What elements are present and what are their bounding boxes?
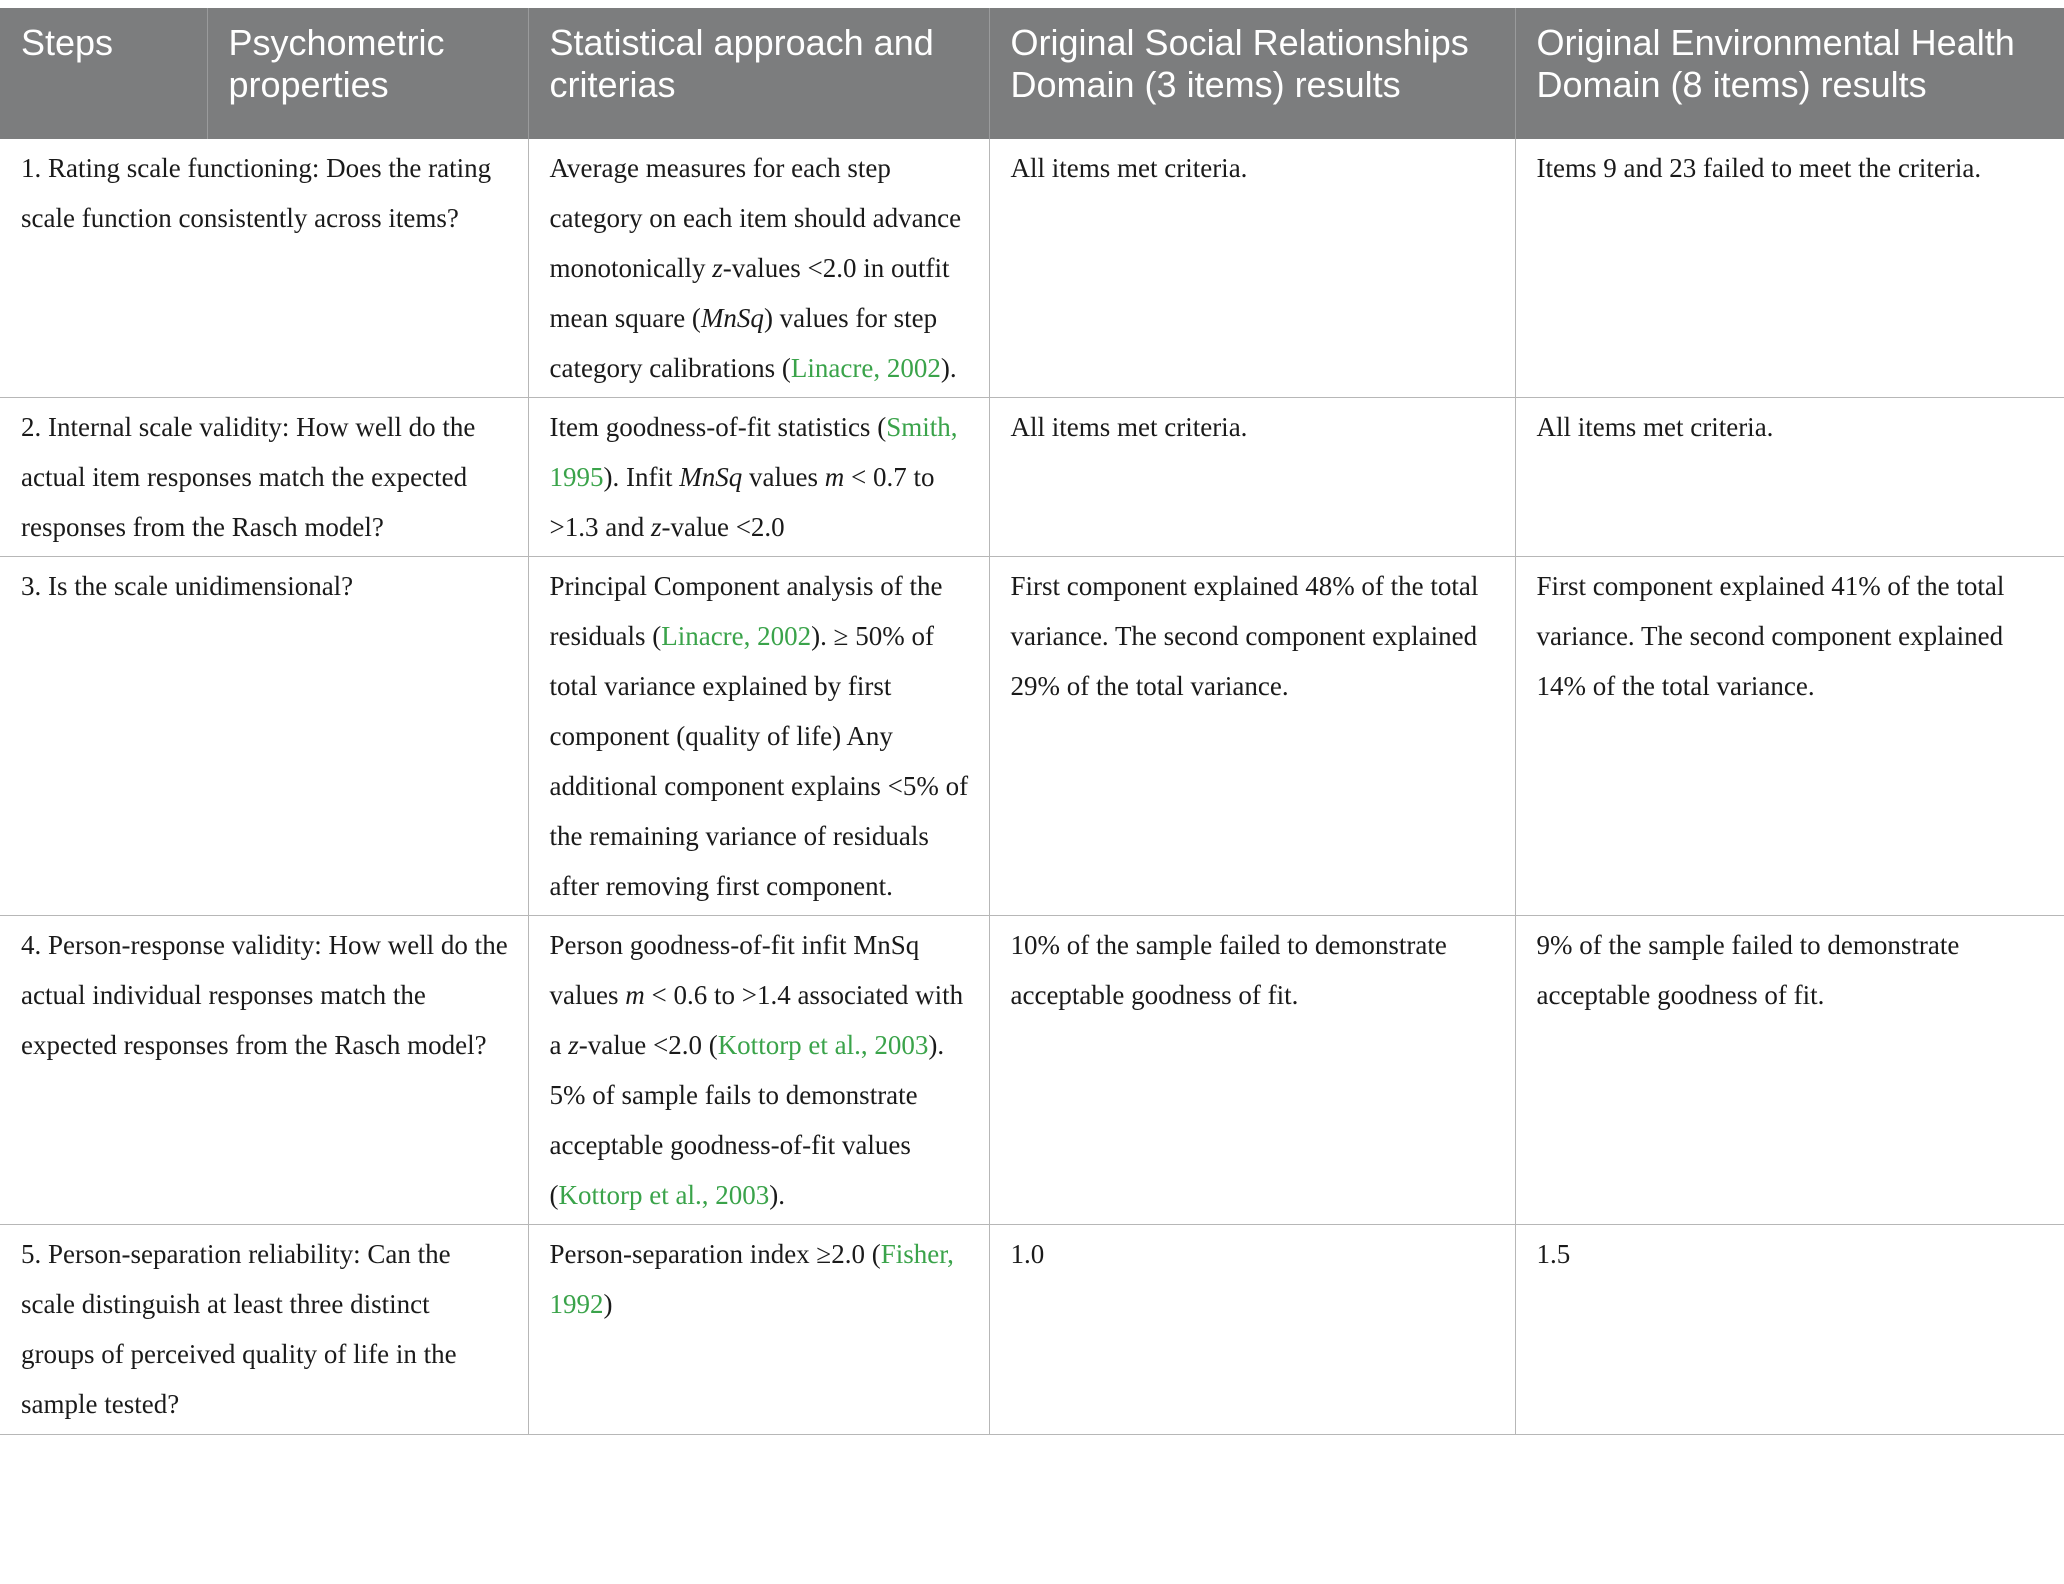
citation-link[interactable]: Fisher, 1992 bbox=[549, 1239, 954, 1319]
social-result-cell: All items met criteria. bbox=[989, 398, 1515, 557]
step-cell: 4. Person-response validity: How well do the actual individual responses match the expected responses from the Rasch model? bbox=[0, 916, 528, 1225]
step-cell: 1. Rating scale functioning: Does the rating scale function consistently across items? bbox=[0, 139, 528, 398]
step-cell: 3. Is the scale unidimensional? bbox=[0, 557, 528, 916]
header-steps: Steps bbox=[0, 8, 207, 139]
header-row bbox=[0, 8, 2064, 139]
citation-link[interactable]: Linacre, 2002 bbox=[790, 353, 941, 383]
approach-cell: Principal Component analysis of the residuals (Linacre, 2002). ≥ 50% of total variance explained by first component (quality of life) Any additional component explains <5% of the remaining variance of residuals after removing first component. bbox=[528, 557, 989, 916]
approach-cell: Average measures for each step category on each item should advance monotonically z-values <2.0 in outfit mean square (MnSq) values for step category calibrations (Linacre, 2002). bbox=[528, 139, 989, 398]
environmental-result-cell: First component explained 41% of the total variance. The second component explained 14% of the total variance. bbox=[1515, 557, 2064, 916]
citation-link[interactable]: Kottorp et al., 2003 bbox=[717, 1030, 929, 1060]
environmental-result-cell: 1.5 bbox=[1515, 1225, 2064, 1435]
table-row bbox=[0, 139, 2064, 398]
citation-link[interactable]: Kottorp et al., 2003 bbox=[558, 1180, 770, 1210]
social-result-cell: 10% of the sample failed to demonstrate acceptable goodness of fit. bbox=[989, 916, 1515, 1225]
table-row bbox=[0, 916, 2064, 1225]
table-row bbox=[0, 398, 2064, 557]
approach-cell: Person-separation index ≥2.0 (Fisher, 1992) bbox=[528, 1225, 989, 1435]
environmental-result-cell: All items met criteria. bbox=[1515, 398, 2064, 557]
header-psychometric-properties: Psychometric properties bbox=[207, 8, 528, 139]
approach-cell: Person goodness-of-fit infit MnSq values m < 0.6 to >1.4 associated with a z-value <2.0 (Kottorp et al., 2003). 5% of sample fails to demonstrate acceptable goodness-of-fit values (Kottorp et al., 2003). bbox=[528, 916, 989, 1225]
table-row bbox=[0, 557, 2064, 916]
step-cell: 5. Person-separation reliability: Can the scale distinguish at least three distinct groups of perceived quality of life in the sample tested? bbox=[0, 1225, 528, 1435]
results-table bbox=[0, 8, 2064, 1435]
social-result-cell: First component explained 48% of the total variance. The second component explained 29% of the total variance. bbox=[989, 557, 1515, 916]
header-social-relationships-results: Original Social Relationships Domain (3 items) results bbox=[989, 8, 1515, 139]
table-row bbox=[0, 1225, 2064, 1435]
header-statistical-approach: Statistical approach and criterias bbox=[528, 8, 989, 139]
header-environmental-health-results: Original Environmental Health Domain (8 items) results bbox=[1515, 8, 2064, 139]
citation-link[interactable]: Smith, 1995 bbox=[549, 412, 958, 492]
step-cell: 2. Internal scale validity: How well do the actual item responses match the expected responses from the Rasch model? bbox=[0, 398, 528, 557]
social-result-cell: All items met criteria. bbox=[989, 139, 1515, 398]
approach-cell: Item goodness-of-fit statistics (Smith, 1995). Infit MnSq values m < 0.7 to >1.3 and z-value <2.0 bbox=[528, 398, 989, 557]
environmental-result-cell: Items 9 and 23 failed to meet the criteria. bbox=[1515, 139, 2064, 398]
social-result-cell: 1.0 bbox=[989, 1225, 1515, 1435]
environmental-result-cell: 9% of the sample failed to demonstrate acceptable goodness of fit. bbox=[1515, 916, 2064, 1225]
citation-link[interactable]: Linacre, 2002 bbox=[661, 621, 812, 651]
